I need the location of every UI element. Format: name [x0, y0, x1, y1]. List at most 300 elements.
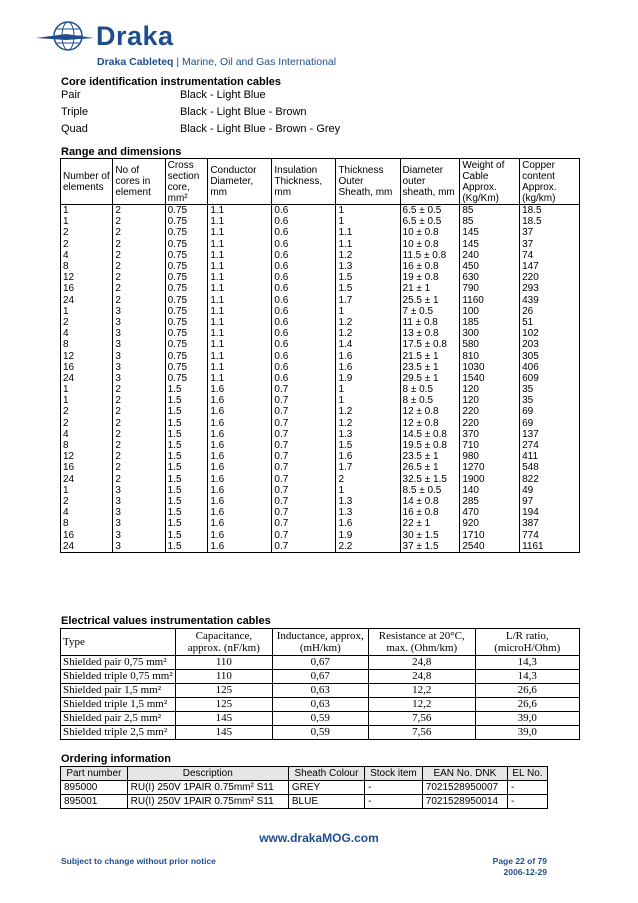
ordering-table	[60, 766, 548, 809]
range-cell: 26.5 ± 1	[400, 462, 460, 473]
range-cell: 0.6	[272, 261, 336, 272]
range-cell: 1900	[460, 474, 520, 485]
range-cell: 0.7	[272, 462, 336, 473]
range-cell: 1	[61, 395, 113, 406]
range-cell: 7 ± 0.5	[400, 306, 460, 317]
range-cell: 1.1	[208, 328, 272, 339]
electrical-cell: 7,56	[369, 712, 475, 726]
table-row	[61, 485, 580, 496]
range-cell: 11.5 ± 0.8	[400, 250, 460, 261]
range-cell: 0.7	[272, 395, 336, 406]
range-cell: 1.5	[165, 462, 208, 473]
range-cell: 406	[520, 362, 580, 373]
range-cell: 2	[61, 227, 113, 238]
range-cell: 0.75	[165, 350, 208, 361]
table-row	[61, 781, 548, 795]
range-title: Range and dimensions	[61, 146, 182, 158]
electrical-cell: Shielded pair 1,5 mm²	[61, 684, 176, 698]
range-cell: 69	[520, 418, 580, 429]
range-header-cell: Thickness Outer Sheath, mm	[336, 159, 400, 205]
range-cell: 0.75	[165, 261, 208, 272]
core-colours: Black - Light Blue - Brown	[180, 106, 307, 118]
range-cell: 12	[61, 451, 113, 462]
ordering-header-cell: Part number	[61, 767, 128, 781]
range-table	[60, 158, 580, 553]
range-cell: 120	[460, 384, 520, 395]
range-cell: 19.5 ± 0.8	[400, 440, 460, 451]
range-cell: 4	[61, 507, 113, 518]
table-row	[61, 698, 580, 712]
range-cell: 0.6	[272, 362, 336, 373]
table-row	[61, 216, 580, 227]
range-cell: 810	[460, 350, 520, 361]
range-cell: 285	[460, 496, 520, 507]
electrical-title: Electrical values instrumentation cables	[61, 615, 271, 627]
core-colours: Black - Light Blue	[180, 89, 266, 101]
range-cell: 1	[336, 384, 400, 395]
electrical-cell: 14,3	[475, 656, 580, 670]
range-cell: 1161	[520, 541, 580, 553]
range-cell: 1.6	[336, 451, 400, 462]
table-row	[61, 474, 580, 485]
electrical-cell: 0,67	[272, 656, 368, 670]
range-cell: 145	[460, 239, 520, 250]
range-cell: 3	[113, 373, 165, 384]
electrical-cell: 0,59	[272, 726, 368, 740]
range-cell: 1.9	[336, 529, 400, 540]
table-row	[61, 440, 580, 451]
range-cell: 1.5	[165, 440, 208, 451]
ordering-cell: -	[365, 795, 423, 809]
electrical-cell: 110	[176, 656, 272, 670]
ordering-cell: -	[507, 795, 547, 809]
range-cell: 21.5 ± 1	[400, 350, 460, 361]
range-cell: 8 ± 0.5	[400, 395, 460, 406]
electrical-cell: Shielded pair 0,75 mm²	[61, 656, 176, 670]
electrical-cell: Shielded triple 2,5 mm²	[61, 726, 176, 740]
range-cell: 0.75	[165, 328, 208, 339]
ordering-cell: 7021528950014	[422, 795, 507, 809]
range-cell: 3	[113, 362, 165, 373]
ordering-cell: -	[507, 781, 547, 795]
range-cell: 16	[61, 462, 113, 473]
electrical-cell: 0,59	[272, 712, 368, 726]
electrical-cell: 0,63	[272, 684, 368, 698]
range-cell: 14.5 ± 0.8	[400, 429, 460, 440]
range-cell: 203	[520, 339, 580, 350]
ordering-cell: GREY	[288, 781, 364, 795]
range-cell: 2	[113, 384, 165, 395]
range-cell: 1.1	[208, 239, 272, 250]
range-cell: 980	[460, 451, 520, 462]
range-cell: 1.1	[208, 272, 272, 283]
range-cell: 1.5	[336, 283, 400, 294]
range-cell: 1.6	[208, 451, 272, 462]
range-cell: 1.1	[208, 261, 272, 272]
table-row	[61, 250, 580, 261]
range-header-cell: Insulation Thickness, mm	[272, 159, 336, 205]
range-cell: 37	[520, 227, 580, 238]
table-row	[61, 261, 580, 272]
range-cell: 1	[336, 205, 400, 217]
range-cell: 1.6	[208, 418, 272, 429]
range-cell: 2	[113, 462, 165, 473]
range-cell: 2	[61, 496, 113, 507]
range-cell: 3	[113, 529, 165, 540]
range-header-cell: Diameter outer sheath, mm	[400, 159, 460, 205]
electrical-header-cell: Resistance at 20°C, max. (Ohm/km)	[369, 629, 475, 656]
range-cell: 0.7	[272, 485, 336, 496]
range-cell: 2	[113, 216, 165, 227]
ordering-cell: RU(I) 250V 1PAIR 0.75mm² S11	[127, 781, 288, 795]
table-row	[61, 451, 580, 462]
range-cell: 1.6	[208, 395, 272, 406]
core-type: Triple	[61, 106, 89, 118]
range-cell: 102	[520, 328, 580, 339]
range-cell: 411	[520, 451, 580, 462]
range-cell: 1	[336, 485, 400, 496]
range-cell: 0.6	[272, 250, 336, 261]
range-cell: 0.75	[165, 239, 208, 250]
range-cell: 0.75	[165, 362, 208, 373]
range-cell: 6.5 ± 0.5	[400, 216, 460, 227]
range-cell: 0.6	[272, 317, 336, 328]
range-cell: 1.6	[208, 485, 272, 496]
range-cell: 0.6	[272, 339, 336, 350]
range-cell: 140	[460, 485, 520, 496]
core-identification-title: Core identification instrumentation cables	[61, 76, 282, 88]
table-row	[61, 670, 580, 684]
footer-page-info	[493, 856, 547, 878]
range-cell: 17.5 ± 0.8	[400, 339, 460, 350]
range-cell: 51	[520, 317, 580, 328]
range-cell: 1.5	[336, 440, 400, 451]
range-cell: 1.2	[336, 418, 400, 429]
range-cell: 0.75	[165, 283, 208, 294]
range-cell: 3	[113, 485, 165, 496]
range-cell: 1.6	[336, 518, 400, 529]
table-row	[61, 462, 580, 473]
range-cell: 1.5	[165, 429, 208, 440]
range-cell: 274	[520, 440, 580, 451]
ordering-cell: -	[365, 781, 423, 795]
range-cell: 8	[61, 518, 113, 529]
table-row	[61, 418, 580, 429]
table-row	[61, 227, 580, 238]
table-row	[61, 406, 580, 417]
electrical-header-cell: Inductance, approx, (mH/km)	[272, 629, 368, 656]
table-row	[61, 795, 548, 809]
table-row	[61, 239, 580, 250]
range-cell: 69	[520, 406, 580, 417]
range-cell: 1.3	[336, 429, 400, 440]
range-cell: 2	[113, 227, 165, 238]
range-cell: 0.6	[272, 272, 336, 283]
range-cell: 2	[113, 239, 165, 250]
range-cell: 13 ± 0.8	[400, 328, 460, 339]
range-cell: 1.6	[336, 362, 400, 373]
range-cell: 3	[113, 306, 165, 317]
range-cell: 3	[113, 339, 165, 350]
range-cell: 3	[113, 496, 165, 507]
range-cell: 21 ± 1	[400, 283, 460, 294]
range-cell: 1.6	[208, 529, 272, 540]
range-header-cell: No of cores in element	[113, 159, 165, 205]
range-cell: 548	[520, 462, 580, 473]
header-logo	[36, 16, 596, 66]
range-cell: 0.7	[272, 384, 336, 395]
range-cell: 2	[113, 395, 165, 406]
electrical-cell: 24,8	[369, 656, 475, 670]
range-cell: 0.7	[272, 507, 336, 518]
table-row	[61, 328, 580, 339]
range-cell: 0.6	[272, 216, 336, 227]
range-cell: 0.7	[272, 440, 336, 451]
ordering-header-cell: EAN No. DNK	[422, 767, 507, 781]
electrical-cell: 145	[176, 726, 272, 740]
range-cell: 8	[61, 440, 113, 451]
range-cell: 100	[460, 306, 520, 317]
range-cell: 1.1	[336, 239, 400, 250]
range-cell: 1.3	[336, 496, 400, 507]
range-cell: 0.6	[272, 239, 336, 250]
range-cell: 2	[113, 295, 165, 306]
range-cell: 25.5 ± 1	[400, 295, 460, 306]
electrical-cell: 24,8	[369, 670, 475, 684]
range-cell: 2	[113, 250, 165, 261]
ordering-cell: BLUE	[288, 795, 364, 809]
table-row	[61, 362, 580, 373]
range-cell: 0.6	[272, 306, 336, 317]
range-cell: 0.75	[165, 272, 208, 283]
range-cell: 22 ± 1	[400, 518, 460, 529]
range-cell: 1540	[460, 373, 520, 384]
range-cell: 23.5 ± 1	[400, 451, 460, 462]
range-cell: 470	[460, 507, 520, 518]
electrical-cell: 39,0	[475, 712, 580, 726]
range-cell: 1.7	[336, 295, 400, 306]
range-cell: 1.5	[165, 384, 208, 395]
ordering-header-cell: Stock item	[365, 767, 423, 781]
range-cell: 1030	[460, 362, 520, 373]
range-cell: 1.2	[336, 328, 400, 339]
electrical-cell: 14,3	[475, 670, 580, 684]
range-cell: 35	[520, 384, 580, 395]
range-cell: 774	[520, 529, 580, 540]
range-cell: 4	[61, 429, 113, 440]
range-cell: 0.7	[272, 451, 336, 462]
range-cell: 1	[336, 306, 400, 317]
range-cell: 0.75	[165, 306, 208, 317]
range-cell: 1.3	[336, 507, 400, 518]
core-type: Quad	[61, 123, 88, 135]
range-cell: 8.5 ± 0.5	[400, 485, 460, 496]
range-cell: 0.7	[272, 518, 336, 529]
range-cell: 120	[460, 395, 520, 406]
electrical-cell: Shielded triple 1,5 mm²	[61, 698, 176, 712]
range-cell: 12 ± 0.8	[400, 418, 460, 429]
table-row	[61, 283, 580, 294]
range-header-cell: Number of elements	[61, 159, 113, 205]
range-cell: 300	[460, 328, 520, 339]
range-cell: 1.5	[165, 518, 208, 529]
core-colours: Black - Light Blue - Brown - Grey	[180, 123, 341, 135]
range-header-cell: Weight of Cable Approx. (Kg/Km)	[460, 159, 520, 205]
ordering-header-cell: Description	[127, 767, 288, 781]
website-link[interactable]: www.drakaMOG.com	[259, 831, 379, 845]
range-cell: 147	[520, 261, 580, 272]
range-cell: 37 ± 1.5	[400, 541, 460, 553]
range-cell: 220	[520, 272, 580, 283]
ordering-cell: RU(I) 250V 1PAIR 0.75mm² S11	[127, 795, 288, 809]
range-cell: 0.6	[272, 373, 336, 384]
range-cell: 630	[460, 272, 520, 283]
range-cell: 0.7	[272, 418, 336, 429]
table-row	[61, 272, 580, 283]
range-cell: 1.2	[336, 250, 400, 261]
electrical-cell: 12,2	[369, 698, 475, 712]
range-cell: 2	[113, 418, 165, 429]
range-cell: 1.6	[208, 440, 272, 451]
range-cell: 32.5 ± 1.5	[400, 474, 460, 485]
table-row	[61, 373, 580, 384]
range-cell: 12	[61, 350, 113, 361]
range-cell: 1.4	[336, 339, 400, 350]
range-cell: 2	[113, 272, 165, 283]
range-cell: 1	[61, 216, 113, 227]
range-cell: 14 ± 0.8	[400, 496, 460, 507]
range-cell: 0.6	[272, 283, 336, 294]
range-cell: 0.75	[165, 317, 208, 328]
range-cell: 4	[61, 250, 113, 261]
table-row	[61, 518, 580, 529]
range-cell: 1.2	[336, 406, 400, 417]
electrical-cell: 0,63	[272, 698, 368, 712]
table-row	[61, 496, 580, 507]
ordering-header-cell: Sheath Colour	[288, 767, 364, 781]
range-header-cell: Cross section core, mm²	[165, 159, 208, 205]
range-cell: 10 ± 0.8	[400, 239, 460, 250]
range-cell: 0.7	[272, 429, 336, 440]
range-cell: 1.1	[336, 227, 400, 238]
range-cell: 2	[113, 406, 165, 417]
range-cell: 12	[61, 272, 113, 283]
range-cell: 0.7	[272, 496, 336, 507]
electrical-cell: 145	[176, 712, 272, 726]
table-row	[61, 507, 580, 518]
range-cell: 137	[520, 429, 580, 440]
range-cell: 1.1	[208, 317, 272, 328]
ordering-title: Ordering information	[61, 753, 171, 765]
range-cell: 1710	[460, 529, 520, 540]
electrical-cell: 12,2	[369, 684, 475, 698]
range-cell: 10 ± 0.8	[400, 227, 460, 238]
range-cell: 220	[460, 418, 520, 429]
range-cell: 1.1	[208, 250, 272, 261]
range-cell: 1.6	[208, 462, 272, 473]
range-cell: 920	[460, 518, 520, 529]
range-cell: 2	[113, 283, 165, 294]
table-row	[61, 541, 580, 553]
range-cell: 18.5	[520, 205, 580, 217]
range-cell: 37	[520, 239, 580, 250]
table-row	[61, 529, 580, 540]
core-type: Pair	[61, 89, 81, 101]
range-cell: 0.6	[272, 227, 336, 238]
range-cell: 2540	[460, 541, 520, 553]
range-cell: 8	[61, 261, 113, 272]
range-cell: 1.6	[208, 384, 272, 395]
range-cell: 822	[520, 474, 580, 485]
ordering-cell: 7021528950007	[422, 781, 507, 795]
range-cell: 2	[113, 474, 165, 485]
electrical-cell: 26,6	[475, 698, 580, 712]
range-cell: 2	[61, 239, 113, 250]
range-cell: 1.7	[336, 462, 400, 473]
table-row	[61, 317, 580, 328]
range-cell: 1.6	[208, 406, 272, 417]
range-cell: 85	[460, 205, 520, 217]
range-cell: 97	[520, 496, 580, 507]
electrical-cell: 26,6	[475, 684, 580, 698]
range-cell: 30 ± 1.5	[400, 529, 460, 540]
range-cell: 580	[460, 339, 520, 350]
range-cell: 2	[113, 451, 165, 462]
range-cell: 0.6	[272, 295, 336, 306]
table-row	[61, 712, 580, 726]
table-row	[61, 395, 580, 406]
range-cell: 11 ± 0.8	[400, 317, 460, 328]
range-cell: 1.1	[208, 373, 272, 384]
range-cell: 1.1	[208, 283, 272, 294]
range-cell: 1.1	[208, 350, 272, 361]
table-row	[61, 684, 580, 698]
brand-name: Draka	[96, 21, 174, 51]
electrical-cell: Shielded triple 0,75 mm²	[61, 670, 176, 684]
ordering-cell: 895000	[61, 781, 128, 795]
range-cell: 1160	[460, 295, 520, 306]
range-cell: 0.75	[165, 373, 208, 384]
range-cell: 439	[520, 295, 580, 306]
range-cell: 1.1	[208, 362, 272, 373]
table-row	[61, 350, 580, 361]
range-cell: 0.75	[165, 295, 208, 306]
table-row	[61, 429, 580, 440]
range-cell: 4	[61, 328, 113, 339]
range-cell: 2	[61, 418, 113, 429]
range-cell: 0.6	[272, 350, 336, 361]
range-cell: 0.7	[272, 474, 336, 485]
range-cell: 0.7	[272, 541, 336, 553]
range-cell: 450	[460, 261, 520, 272]
range-cell: 1.6	[208, 507, 272, 518]
range-cell: 305	[520, 350, 580, 361]
range-cell: 24	[61, 373, 113, 384]
ordering-cell: 895001	[61, 795, 128, 809]
range-cell: 2	[113, 261, 165, 272]
table-row	[61, 656, 580, 670]
range-cell: 370	[460, 429, 520, 440]
range-cell: 0.75	[165, 339, 208, 350]
range-cell: 24	[61, 295, 113, 306]
range-cell: 1	[61, 306, 113, 317]
range-cell: 1.5	[165, 541, 208, 553]
range-cell: 2	[113, 440, 165, 451]
range-cell: 12 ± 0.8	[400, 406, 460, 417]
range-cell: 3	[113, 328, 165, 339]
range-cell: 1.6	[208, 518, 272, 529]
range-cell: 0.7	[272, 529, 336, 540]
